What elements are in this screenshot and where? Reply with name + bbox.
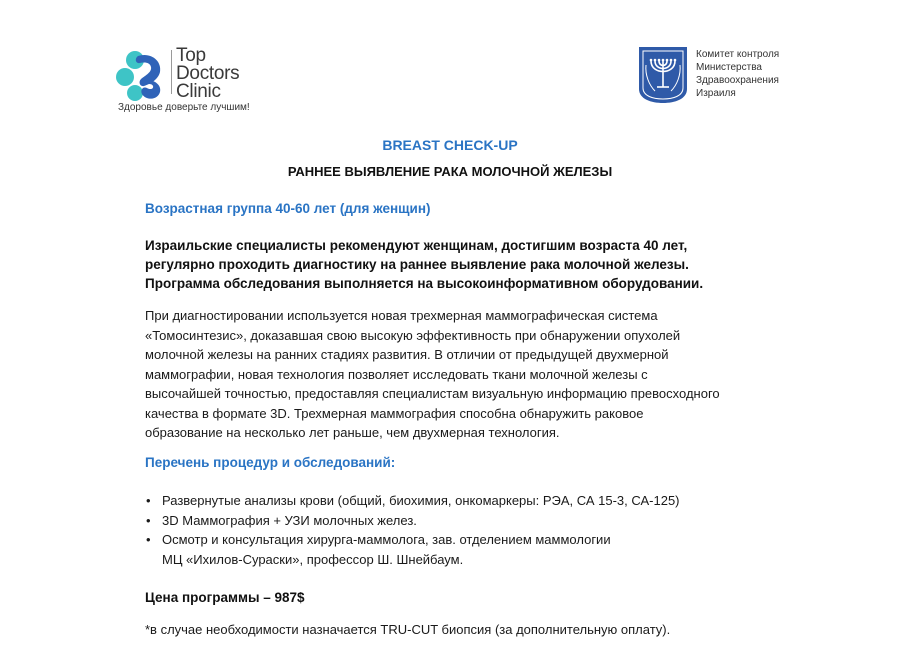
clinic-name-line: Doctors bbox=[176, 63, 240, 84]
israel-emblem-icon bbox=[637, 45, 689, 105]
description-line: «Томосинтезис», доказавшая свою высокую эффективность при обнаружении опухолей bbox=[145, 327, 681, 343]
age-group-heading: Возрастная группа 40-60 лет (для женщин) bbox=[145, 201, 431, 216]
committee-line: Комитет контроля bbox=[696, 49, 780, 60]
list-item bbox=[145, 511, 785, 531]
description-paragraph bbox=[145, 306, 785, 443]
procedures-list bbox=[145, 491, 785, 569]
program-price: Цена программы – 987$ bbox=[145, 590, 305, 605]
committee-line: Здравоохранения bbox=[696, 75, 779, 86]
clinic-name-line: Top bbox=[176, 45, 206, 66]
clinic-logo bbox=[116, 44, 276, 120]
committee-line: Израиля bbox=[696, 88, 736, 99]
description-line: качества в формате 3D. Трехмерная маммография способна обнаружить раковое bbox=[145, 405, 644, 421]
description-line: высочайшей точностью, предоставляя специалистам визуальную информацию превосходного bbox=[145, 386, 720, 401]
intro-line: регулярно проходить диагностику на раннее выявление рака молочной железы. bbox=[145, 257, 689, 272]
logo-divider bbox=[171, 50, 172, 94]
list-item bbox=[145, 530, 785, 569]
committee-line: Министерства bbox=[696, 62, 762, 73]
list-item bbox=[145, 491, 785, 511]
list-item-text: МЦ «Ихилов-Сураски», профессор Ш. Шнейбаум. bbox=[162, 551, 464, 567]
clinic-logo-icon bbox=[116, 50, 168, 102]
description-line: образование на несколько лет раньше, чем двухмерная технология. bbox=[145, 425, 560, 440]
description-line: При диагностировании используется новая трехмерная маммографическая система bbox=[145, 308, 658, 323]
description-line: маммографии, новая технология позволяет исследовать ткани молочной железы с bbox=[145, 366, 648, 382]
list-item-text: • Осмотр и консультация хирурга-маммолога, зав. отделением маммологии bbox=[162, 532, 611, 547]
list-item-text: • 3D Маммография + УЗИ молочных желез. bbox=[162, 512, 417, 528]
description-line: молочной железы на ранних стадиях развития. В отличии от предыдущей двухмерной bbox=[145, 347, 669, 362]
clinic-tagline: Здоровье доверьте лучшим! bbox=[118, 102, 250, 113]
clinic-name-line: Clinic bbox=[176, 81, 221, 102]
clinic-name bbox=[176, 47, 239, 101]
intro-line: Израильские специалисты рекомендуют женщинам, достигшим возраста 40 лет, bbox=[145, 238, 688, 253]
biopsy-footnote: *в случае необходимости назначается TRU-CUT биопсия (за дополнительную оплату). bbox=[145, 622, 671, 637]
intro-paragraph bbox=[145, 236, 775, 293]
document-subtitle: РАННЕЕ ВЫЯВЛЕНИЕ РАКА МОЛОЧНОЙ ЖЕЛЕЗЫ bbox=[287, 164, 613, 179]
document-title: BREAST CHECK-UP bbox=[382, 137, 518, 153]
procedures-heading: Перечень процедур и обследований: bbox=[145, 455, 396, 470]
intro-line: Программа обследования выполняется на высокоинформативном оборудовании. bbox=[145, 276, 704, 291]
ministry-committee-label bbox=[696, 48, 779, 100]
list-item-text: • Развернутые анализы крови (общий, биохимия, онкомаркеры: РЭА, СА 15-3, СА-125) bbox=[162, 493, 680, 508]
